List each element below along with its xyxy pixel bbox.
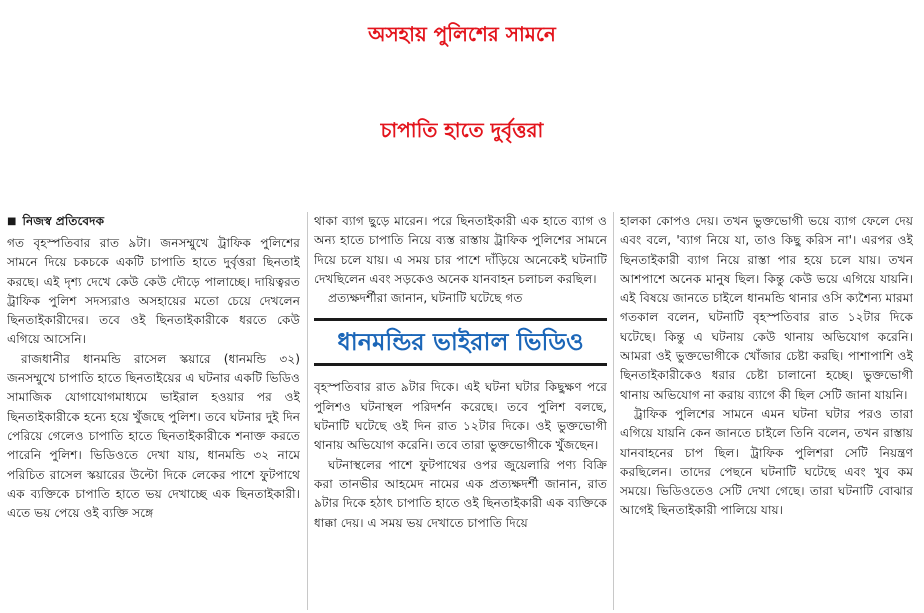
paragraph: গত বৃহস্পতিবার রাত ৯টা। জনসম্মুখে ট্রাফিক পুলিশের সামনে দিয়ে চকচকে একটি চাপাতি হাতে দুর্বৃত্তরা ছিনতাই করছে। এই দৃশ্য দেখে কেউ কেউ দৌড়ে পালাচ্ছে। দায়িত্বরত ট্রাফিক পুলিশ সদস্যরাও অসহায়ের মতো চেয়ে দেখলেন ছিনতাইকারীদের। তবে ওই ছিনতাইকারীকে ধরতে কেউ এগিয়ে আসেনি।	[7, 236, 300, 347]
paragraph: থাকা ব্যাগ ছুড়ে মারেন। পরে ছিনতাইকারী এক হাতে ব্যাগ ও অন্য হাতে চাপাতি নিয়ে ব্যস্ত রাস্তায় ট্রাফিক পুলিশের সামনে দিয়ে চলে যায়। এ সময় চার পাশে দাঁড়িয়ে অনেকেই ঘটনাটি দেখছিলেন এবং সড়কেও অনেক যানবাহন চলাচল করছিল।	[314, 214, 607, 286]
article-column-2	[314, 212, 607, 610]
headline-line-1: অসহায় পুলিশের সামনে	[368, 22, 556, 46]
paragraph: বৃহস্পতিবার রাত ৯টার দিকে। এই ঘটনা ঘটার কিছুক্ষণ পরে পুলিশও ঘটনাস্থল পরিদর্শন করেছে। তবে পুলিশ বলছে, ঘটনাটি ঘটেছে ওই দিন রাত ১২টার দিকে। ওই ভুক্তভোগী থানায় অভিযোগ করেনি। তবে তারা ভুক্তভোগীকে খুঁজছেন।	[314, 380, 607, 453]
paragraph: প্রত্যক্ষদর্শীরা জানান, ঘটনাটি ঘটেছে গত	[328, 291, 523, 306]
byline	[7, 212, 300, 231]
column-divider	[307, 212, 308, 610]
article-column-3	[620, 212, 913, 610]
column-divider	[613, 212, 614, 610]
paragraph: ট্রাফিক পুলিশের সামনে এমন ঘটনা ঘটার পরও তারা এগিয়ে যায়নি কেন জানতে চাইলে তিনি বলেন, তখন রাস্তায় যানবাহনের চাপ ছিল। ট্রাফিক পুলিশরা সেটি নিয়ন্ত্রণ করছিলেন। তাদের পেছনে ঘটনাটি ঘটেছে এবং খুব কম সময়ে। ভিডিওতেও সেটি দেখা গেছে। তারা ঘটনাটি বোঝার আগেই ছিনতাইকারী পালিয়ে যায়।	[620, 406, 913, 518]
article-column-1	[7, 212, 300, 610]
paragraph: হালকা কোপও দেয়। তখন ভুক্তভোগী ভয়ে ব্যাগ ফেলে দেয় এবং বলে, 'ব্যাগ নিয়ে যা, তাও কিছু করিস না'। এরপর ওই ছিনতাইকারী ব্যাগ নিয়ে রাস্তা পার হয়ে চলে যায়। তখন আশপাশে অনেক মানুষ ছিল। কিন্তু কেউ ভয়ে এগিয়ে যায়নি। এই বিষয়ে জানতে চাইলে ধানমন্ডি থানার ওসি ক্যশৈন্য মারমা গতকাল বলেন, ঘটনাটি বৃহস্পতিবার রাত ১২টার দিকে ঘটেছে। কিন্তু এ ঘটনায় কেউ থানায় অভিযোগ করেনি। আমরা ওই ভুক্তভোগীকে খোঁজার চেষ্টা করছি। পাশাপাশি ওই ছিনতাইকারীকেও ধরার চেষ্টা চালানো হচ্ছে। ভুক্তভোগী থানায় অভিযোগ না করায় ব্যাগে কী ছিল সেটি জানা যায়নি।	[620, 214, 913, 402]
paragraph: ঘটনাস্থলের পাশে ফুটপাথের ওপর জুয়েলারি পণ্য বিক্রি করা তানভীর আহমেদ নামের এক প্রত্যক্ষদর্শী জানান, রাত ৯টার দিকে হঠাৎ চাপাতি হাতে ওই ছিনতাইকারী এক ব্যক্তিকে ধাক্কা দেয়। এ সময় ভয় দেখাতে চাপাতি দিয়ে	[314, 457, 607, 530]
headline-line-2: চাপাতি হাতে দুর্বৃত্তরা	[380, 118, 544, 142]
paragraph: রাজধানীর ধানমন্ডি রাসেল স্কয়ারে (ধানমন্ডি ৩২) জনসম্মুখে চাপাতি হাতে ছিনতাইয়ের এ ঘটনার একটি ভিডিও সামাজিক যোগাযোগমাধ্যমে ভাইরাল হওয়ার পর ওই ছিনতাইকারীকে হন্যে হয়ে খুঁজছে পুলিশ। তবে ঘটনার দুই দিন পেরিয়ে গেলেও চাপাতি হাতে ছিনতাইকারীকে শনাক্ত করতে পারেনি পুলিশ। ভিডিওতে দেখা যায়, ধানমন্ডি ৩২ নামে পরিচিত রাসেল স্কয়ারের উল্টো দিকে লেকের পাশে ফুটপাথে এক ব্যক্তিকে চাপাতি হাতে ভয় দেখাচ্ছে এক ছিনতাইকারী। এতে ভয় পেয়ে ওই ব্যক্তি সঙ্গে	[7, 351, 300, 521]
byline-text: নিজস্ব প্রতিবেদক	[22, 214, 105, 228]
square-bullet-icon: ■	[7, 216, 17, 227]
subheading: ধানমন্ডির ভাইরাল ভিডিও	[314, 318, 607, 366]
